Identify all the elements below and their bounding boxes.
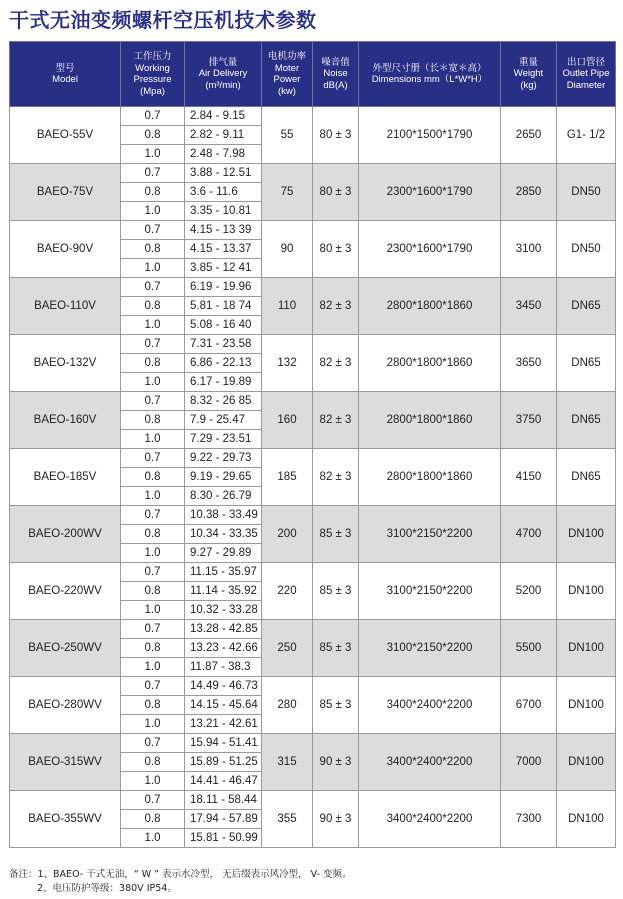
cell-noise: 85 ± 3 — [313, 563, 359, 620]
cell-pressure: 0.8 — [121, 297, 185, 316]
cell-weight: 5200 — [501, 563, 557, 620]
table-header — [10, 42, 616, 107]
cell-dimensions: 3100*2150*2200 — [359, 620, 501, 677]
cell-dimensions: 3100*2150*2200 — [359, 506, 501, 563]
cell-weight: 3450 — [501, 278, 557, 335]
table-row — [10, 392, 616, 411]
cell-pressure: 0.8 — [121, 639, 185, 658]
spec-table — [9, 41, 616, 848]
cell-dimensions: 2800*1800*1860 — [359, 392, 501, 449]
cell-delivery: 9.27 - 29.89 — [185, 544, 262, 563]
cell-dimensions: 2800*1800*1860 — [359, 449, 501, 506]
cell-weight: 6700 — [501, 677, 557, 734]
cell-noise: 80 ± 3 — [313, 164, 359, 221]
table-row — [10, 620, 616, 639]
cell-delivery: 7.9 - 25.47 — [185, 411, 262, 430]
model-group — [10, 221, 616, 278]
cell-power: 355 — [262, 791, 313, 848]
cell-pressure: 0.8 — [121, 582, 185, 601]
cell-weight: 5500 — [501, 620, 557, 677]
cell-noise: 82 ± 3 — [313, 278, 359, 335]
cell-pressure: 1.0 — [121, 145, 185, 164]
cell-outlet: DN50 — [557, 221, 616, 278]
table-row — [10, 278, 616, 297]
cell-outlet: DN65 — [557, 449, 616, 506]
cell-weight: 2650 — [501, 107, 557, 164]
cell-delivery: 14.15 - 45.64 — [185, 696, 262, 715]
cell-pressure: 0.8 — [121, 183, 185, 202]
cell-weight: 4150 — [501, 449, 557, 506]
cell-pressure: 1.0 — [121, 715, 185, 734]
cell-delivery: 2.82 - 9.11 — [185, 126, 262, 145]
header-weight: 重量 Weight (kg) — [501, 42, 557, 107]
cell-pressure: 0.7 — [121, 107, 185, 126]
cell-outlet: DN100 — [557, 506, 616, 563]
cell-pressure: 0.7 — [121, 506, 185, 525]
table-row — [10, 221, 616, 240]
cell-outlet: DN100 — [557, 734, 616, 791]
cell-dimensions: 3100*2150*2200 — [359, 563, 501, 620]
cell-outlet: G1- 1/2 — [557, 107, 616, 164]
cell-pressure: 0.7 — [121, 563, 185, 582]
header-power: 电机功率 Moter Power (kw) — [262, 42, 313, 107]
model-group — [10, 335, 616, 392]
cell-delivery: 10.38 - 33.49 — [185, 506, 262, 525]
cell-model: BAEO-315WV — [10, 734, 121, 791]
cell-noise: 82 ± 3 — [313, 449, 359, 506]
cell-delivery: 4.15 - 13 39 — [185, 221, 262, 240]
cell-dimensions: 3400*2400*2200 — [359, 677, 501, 734]
cell-power: 280 — [262, 677, 313, 734]
cell-model: BAEO-280WV — [10, 677, 121, 734]
cell-power: 250 — [262, 620, 313, 677]
cell-weight: 3650 — [501, 335, 557, 392]
cell-delivery: 4.15 - 13.37 — [185, 240, 262, 259]
cell-delivery: 10.32 - 33.28 — [185, 601, 262, 620]
cell-delivery: 15.81 - 50.99 — [185, 829, 262, 848]
cell-delivery: 5.08 - 16 40 — [185, 316, 262, 335]
model-group — [10, 506, 616, 563]
cell-pressure: 0.7 — [121, 278, 185, 297]
cell-model: BAEO-355WV — [10, 791, 121, 848]
cell-pressure: 0.7 — [121, 335, 185, 354]
cell-pressure: 0.8 — [121, 696, 185, 715]
cell-pressure: 0.7 — [121, 734, 185, 753]
model-group — [10, 449, 616, 506]
table-row — [10, 335, 616, 354]
cell-weight: 7300 — [501, 791, 557, 848]
cell-delivery: 3.6 - 11.6 — [185, 183, 262, 202]
model-group — [10, 278, 616, 335]
cell-delivery: 13.21 - 42.61 — [185, 715, 262, 734]
cell-delivery: 6.86 - 22.13 — [185, 354, 262, 373]
table-row — [10, 506, 616, 525]
cell-pressure: 0.7 — [121, 449, 185, 468]
cell-pressure: 0.8 — [121, 753, 185, 772]
cell-pressure: 1.0 — [121, 772, 185, 791]
table-row — [10, 677, 616, 696]
cell-weight: 3750 — [501, 392, 557, 449]
cell-delivery: 9.19 - 29.65 — [185, 468, 262, 487]
cell-power: 55 — [262, 107, 313, 164]
cell-pressure: 0.8 — [121, 810, 185, 829]
cell-power: 315 — [262, 734, 313, 791]
cell-weight: 7000 — [501, 734, 557, 791]
cell-pressure: 1.0 — [121, 658, 185, 677]
cell-pressure: 1.0 — [121, 430, 185, 449]
cell-outlet: DN65 — [557, 335, 616, 392]
header-model: 型号 Model — [10, 42, 121, 107]
cell-dimensions: 2100*1500*1790 — [359, 107, 501, 164]
cell-outlet: DN100 — [557, 620, 616, 677]
model-group — [10, 563, 616, 620]
cell-noise: 85 ± 3 — [313, 506, 359, 563]
cell-power: 160 — [262, 392, 313, 449]
cell-pressure: 1.0 — [121, 373, 185, 392]
footnote-2: 2、电压防护等级：380V IP54。 — [37, 883, 177, 894]
table-row — [10, 164, 616, 183]
cell-pressure: 1.0 — [121, 316, 185, 335]
cell-delivery: 17.94 - 57.89 — [185, 810, 262, 829]
header-noise: 噪音值 Noise dB(A) — [313, 42, 359, 107]
cell-noise: 82 ± 3 — [313, 392, 359, 449]
cell-delivery: 8.32 - 26 85 — [185, 392, 262, 411]
header-delivery: 排气量 Air Delivery (m³/min) — [185, 42, 262, 107]
cell-outlet: DN65 — [557, 278, 616, 335]
model-group — [10, 107, 616, 164]
cell-delivery: 3.85 - 12 41 — [185, 259, 262, 278]
cell-delivery: 8.30 - 26.79 — [185, 487, 262, 506]
cell-pressure: 0.8 — [121, 525, 185, 544]
cell-delivery: 11.14 - 35.92 — [185, 582, 262, 601]
cell-dimensions: 2800*1800*1860 — [359, 335, 501, 392]
cell-delivery: 11.15 - 35.97 — [185, 563, 262, 582]
cell-pressure: 1.0 — [121, 829, 185, 848]
cell-model: BAEO-160V — [10, 392, 121, 449]
cell-delivery: 7.29 - 23.51 — [185, 430, 262, 449]
cell-pressure: 1.0 — [121, 601, 185, 620]
page-title: 干式无油变频螺杆空压机技术参数 — [9, 8, 317, 32]
cell-delivery: 14.49 - 46.73 — [185, 677, 262, 696]
cell-noise: 90 ± 3 — [313, 791, 359, 848]
cell-model: BAEO-55V — [10, 107, 121, 164]
cell-noise: 80 ± 3 — [313, 221, 359, 278]
cell-delivery: 13.28 - 42.85 — [185, 620, 262, 639]
cell-delivery: 15.94 - 51.41 — [185, 734, 262, 753]
header-dimensions: 外型尺寸册（长＊宽＊高） Dimensions mm（L*W*H） — [359, 42, 501, 107]
cell-weight: 3100 — [501, 221, 557, 278]
cell-pressure: 1.0 — [121, 544, 185, 563]
table-row — [10, 791, 616, 810]
cell-outlet: DN100 — [557, 791, 616, 848]
cell-noise: 90 ± 3 — [313, 734, 359, 791]
cell-pressure: 0.7 — [121, 164, 185, 183]
cell-pressure: 1.0 — [121, 487, 185, 506]
cell-delivery: 2.84 - 9.15 — [185, 107, 262, 126]
table-row — [10, 107, 616, 126]
cell-delivery: 6.19 - 19.96 — [185, 278, 262, 297]
cell-dimensions: 2300*1600*1790 — [359, 221, 501, 278]
cell-delivery: 14.41 - 46.47 — [185, 772, 262, 791]
cell-delivery: 10.34 - 33.35 — [185, 525, 262, 544]
cell-pressure: 0.8 — [121, 411, 185, 430]
cell-pressure: 0.8 — [121, 468, 185, 487]
cell-pressure: 0.8 — [121, 240, 185, 259]
cell-delivery: 3.88 - 12.51 — [185, 164, 262, 183]
table-row — [10, 734, 616, 753]
cell-pressure: 1.0 — [121, 259, 185, 278]
cell-pressure: 0.7 — [121, 791, 185, 810]
table-row — [10, 449, 616, 468]
cell-power: 75 — [262, 164, 313, 221]
cell-pressure: 0.8 — [121, 126, 185, 145]
cell-pressure: 1.0 — [121, 202, 185, 221]
model-group — [10, 620, 616, 677]
cell-outlet: DN100 — [557, 677, 616, 734]
cell-power: 220 — [262, 563, 313, 620]
cell-weight: 2850 — [501, 164, 557, 221]
cell-delivery: 7.31 - 23.58 — [185, 335, 262, 354]
model-group — [10, 164, 616, 221]
cell-model: BAEO-110V — [10, 278, 121, 335]
cell-pressure: 0.7 — [121, 677, 185, 696]
footnotes — [9, 868, 351, 896]
cell-model: BAEO-250WV — [10, 620, 121, 677]
cell-dimensions: 3400*2400*2200 — [359, 734, 501, 791]
cell-model: BAEO-185V — [10, 449, 121, 506]
cell-pressure: 0.7 — [121, 392, 185, 411]
cell-outlet: DN100 — [557, 563, 616, 620]
footnote-1: 备注：1、BAEO- 干式无油，“ W ” 表示水冷型， 无后缀表示风冷型， V- 变频。 — [9, 869, 352, 880]
cell-dimensions: 2300*1600*1790 — [359, 164, 501, 221]
cell-delivery: 15.89 - 51.25 — [185, 753, 262, 772]
table-row — [10, 563, 616, 582]
cell-outlet: DN50 — [557, 164, 616, 221]
cell-delivery: 5.81 - 18 74 — [185, 297, 262, 316]
cell-model: BAEO-200WV — [10, 506, 121, 563]
cell-power: 200 — [262, 506, 313, 563]
model-group — [10, 734, 616, 791]
cell-delivery: 6.17 - 19.89 — [185, 373, 262, 392]
cell-noise: 82 ± 3 — [313, 335, 359, 392]
cell-dimensions: 2800*1800*1860 — [359, 278, 501, 335]
cell-noise: 85 ± 3 — [313, 677, 359, 734]
cell-model: BAEO-132V — [10, 335, 121, 392]
cell-delivery: 11.87 - 38.3 — [185, 658, 262, 677]
cell-power: 132 — [262, 335, 313, 392]
model-group — [10, 392, 616, 449]
model-group — [10, 677, 616, 734]
cell-model: BAEO-75V — [10, 164, 121, 221]
header-pressure: 工作压力 Working Pressure (Mpa) — [121, 42, 185, 107]
cell-delivery: 2.48 - 7.98 — [185, 145, 262, 164]
cell-power: 185 — [262, 449, 313, 506]
cell-noise: 80 ± 3 — [313, 107, 359, 164]
cell-pressure: 0.8 — [121, 354, 185, 373]
cell-delivery: 13.23 - 42.66 — [185, 639, 262, 658]
cell-noise: 85 ± 3 — [313, 620, 359, 677]
cell-pressure: 0.7 — [121, 221, 185, 240]
cell-delivery: 9.22 - 29.73 — [185, 449, 262, 468]
header-outlet: 出口管径 Outlet Pipe Diameter — [557, 42, 616, 107]
cell-pressure: 0.7 — [121, 620, 185, 639]
cell-model: BAEO-90V — [10, 221, 121, 278]
cell-power: 110 — [262, 278, 313, 335]
model-group — [10, 791, 616, 848]
cell-model: BAEO-220WV — [10, 563, 121, 620]
cell-dimensions: 3400*2400*2200 — [359, 791, 501, 848]
cell-weight: 4700 — [501, 506, 557, 563]
cell-outlet: DN65 — [557, 392, 616, 449]
cell-delivery: 18.11 - 58.44 — [185, 791, 262, 810]
cell-power: 90 — [262, 221, 313, 278]
cell-delivery: 3.35 - 10.81 — [185, 202, 262, 221]
